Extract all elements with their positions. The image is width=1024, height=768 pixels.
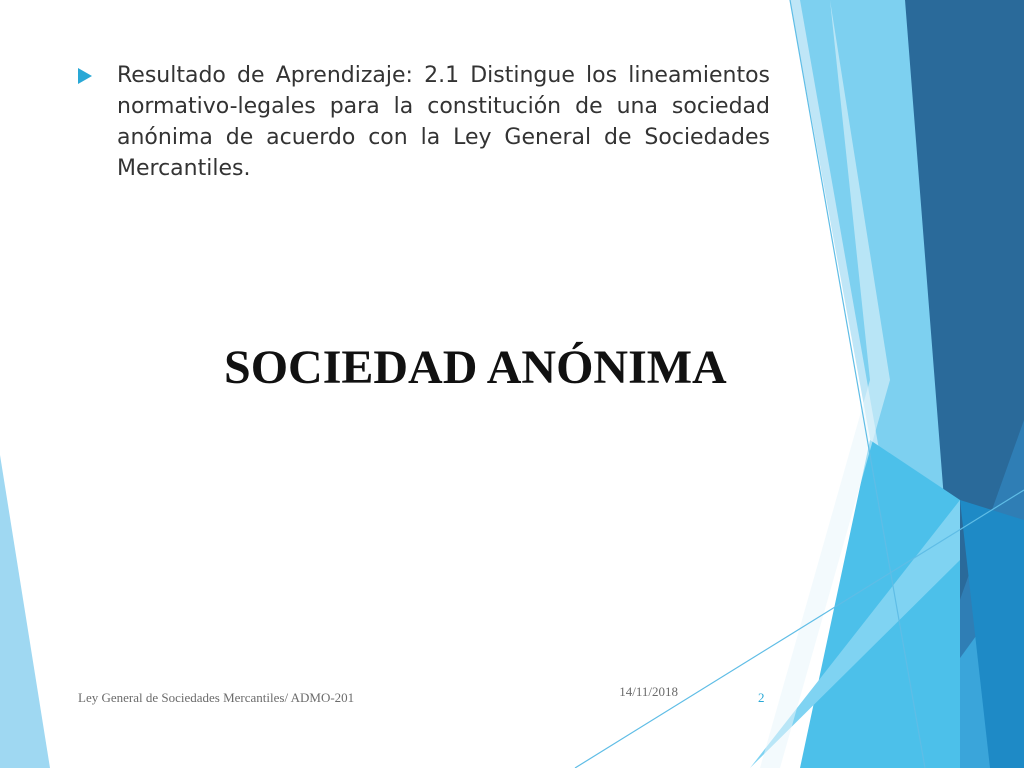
page-number: 2 bbox=[758, 690, 765, 705]
triangle-bullet-icon bbox=[78, 68, 92, 84]
learning-outcome-text: Resultado de Aprendizaje: 2.1 Distingue los lineamientos normativo-legales para la constitución de una sociedad anónima de acuerdo con la Ley General de Sociedades Mercantiles. bbox=[117, 63, 770, 181]
slide-date: 14/11/2018 bbox=[619, 684, 678, 699]
footer-text: Ley General de Sociedades Mercantiles/ ADMO-201 bbox=[78, 690, 355, 705]
left-edge-shape bbox=[0, 455, 50, 768]
slide-title: SOCIEDAD ANÓNIMA bbox=[224, 341, 727, 394]
